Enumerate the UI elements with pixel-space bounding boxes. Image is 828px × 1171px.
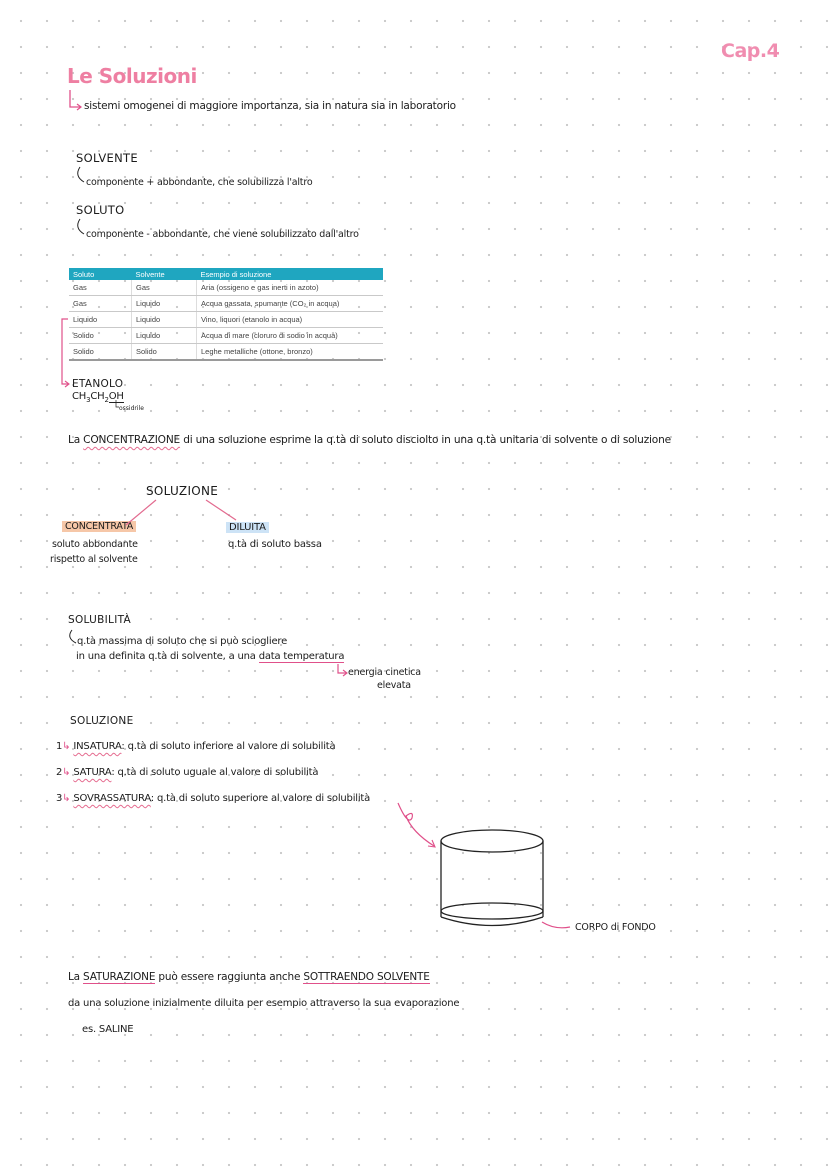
saturazione-pre: La: [68, 971, 80, 983]
table-header: Esempio di soluzione: [197, 268, 384, 280]
diagram-root: SOLUZIONE: [146, 484, 219, 498]
table-cell: Liquido: [132, 328, 197, 344]
soluzione-heading: SOLUZIONE: [70, 715, 134, 727]
solubilita-line1: q.tà massima di soluto che si può sciogliere: [77, 636, 288, 647]
arrow-icon: ↳: [62, 741, 71, 752]
etanolo-label: ETANOLO: [72, 378, 124, 390]
table-cell: Gas: [69, 296, 132, 312]
list-num: 3: [56, 793, 63, 804]
table-cell: Leghe metalliche (ottone, bronzo): [197, 344, 384, 361]
saturazione-term: SATURAZIONE: [83, 971, 156, 983]
table-cell: Liquido: [132, 312, 197, 328]
solvente-term: SOLVENTE: [76, 151, 138, 165]
list-num: 2: [56, 767, 63, 778]
formula-oh: OH: [108, 391, 124, 402]
solvente-desc: componente + abbondante, che solubilizza l'altro: [86, 177, 313, 188]
solubilita-term: SOLUBILITÀ: [68, 614, 131, 626]
table-cell: Aria (ossigeno e gas inerti in azoto): [197, 280, 384, 296]
ossidrile-note: ossidrile: [119, 405, 144, 412]
curve-arrow: [398, 803, 434, 846]
soluto-desc: componente - abbondante, che viene solubilizzato dall'altro: [86, 229, 359, 240]
table-cell: Gas: [69, 280, 132, 296]
soluto-term: SOLUTO: [76, 203, 125, 217]
branch-line-right: [206, 500, 236, 520]
saturazione-line2: da una soluzione inizialmente diluita per esempio attraverso la sua evaporazione: [68, 998, 460, 1009]
saturazione-example: es. SALINE: [82, 1024, 134, 1035]
formula-part: CH: [90, 391, 105, 402]
table-cell: Liquido: [69, 312, 132, 328]
table-cell: Solido: [69, 328, 132, 344]
table-cell: Vino, liquori (etanolo in acqua): [197, 312, 384, 328]
list-term: INSATURA: [73, 741, 122, 752]
list-desc: : q.tà di soluto superiore al valore di solubilità: [150, 793, 371, 804]
solubilita-hook: [70, 630, 76, 643]
formula-sub: 2: [104, 396, 109, 404]
table-cell: Gas: [132, 280, 197, 296]
chapter-label: Cap.4: [721, 40, 780, 62]
solubilita-line2-pre: in una definita q.tà di solvente, a una: [76, 651, 256, 662]
list-desc: : q.tà di soluto uguale al valore di solubilità: [111, 767, 319, 778]
arrow-icon: ↳: [62, 767, 71, 778]
energia-note: energia cinetica: [348, 667, 421, 678]
list-term: SATURA: [73, 767, 112, 778]
beaker-icon: [441, 830, 543, 926]
branch-line-left: [126, 500, 156, 525]
diluita-text: DILUITA: [226, 522, 269, 533]
beaker-label: CORPO di FONDO: [575, 922, 656, 933]
soluto-hook: [78, 219, 84, 234]
table-header: Soluto: [69, 268, 132, 280]
subtitle: sistemi omogenei di maggiore importanza, sia in natura sia in laboratorio: [84, 100, 456, 112]
solvente-hook: [78, 167, 84, 182]
corpo-pointer: [542, 922, 570, 928]
formula-sub: 3: [86, 396, 91, 404]
data-temperatura: data temperatura: [258, 651, 345, 662]
table-cell: Solido: [69, 344, 132, 361]
table-cell: Acqua di mare (cloruro di sodio in acqua): [197, 328, 384, 344]
concentrazione-pre: La: [68, 434, 80, 446]
list-term: SOVRASSATURA: [73, 793, 151, 804]
energia-note: elevata: [377, 680, 411, 691]
ossidrile-hook: [116, 400, 119, 407]
sottraendo-solvente: SOTTRAENDO SOLVENTE: [303, 971, 430, 983]
saturazione-mid: può essere raggiunta anche: [158, 971, 301, 983]
concentrazione-post: di una soluzione esprime la q.tà di soluto disciolto in una q.tà unitaria di solvente o di soluzione: [183, 434, 671, 446]
page-title: Le Soluzioni: [67, 64, 197, 88]
diluita-desc: q.tà di soluto bassa: [228, 539, 322, 550]
concentrata-desc: rispetto al solvente: [50, 554, 138, 565]
arrow-icon: ↳: [62, 793, 71, 804]
etanolo-pointer: [62, 319, 68, 384]
table-cell: Acqua gassata, spumante (CO₂ in acqua): [197, 296, 384, 312]
concentrazione-term: CONCENTRAZIONE: [83, 434, 181, 446]
table-header: Solvente: [132, 268, 197, 280]
concentrata-text: CONCENTRATA: [62, 521, 136, 532]
table-cell: Solido: [132, 344, 197, 361]
formula-part: CH: [72, 391, 87, 402]
list-num: 1: [56, 741, 63, 752]
table-cell: Liquido: [132, 296, 197, 312]
list-desc: : q.tà di soluto inferiore al valore di solubilità: [121, 741, 336, 752]
concentrata-desc: soluto abbondante: [52, 539, 138, 550]
